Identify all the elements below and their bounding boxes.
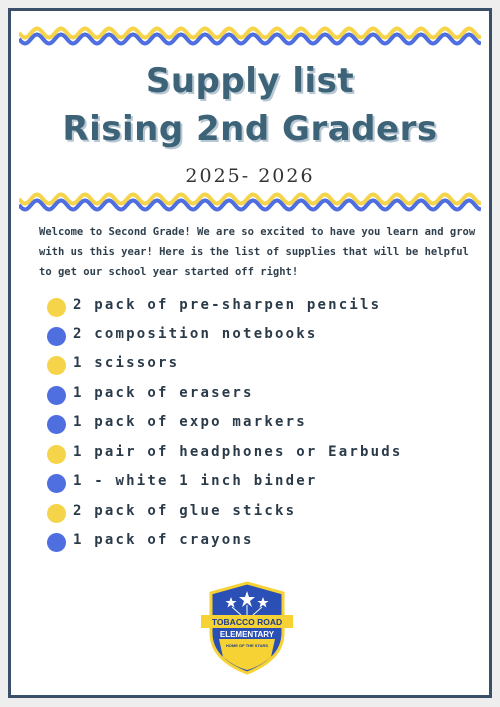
bullet-dot-icon xyxy=(47,474,66,493)
school-logo xyxy=(197,581,297,675)
supply-item xyxy=(47,442,477,468)
school-year: 2025- 2026 xyxy=(185,165,315,187)
supply-item-text: 2 pack of pre-sharpen pencils xyxy=(73,297,382,313)
top-wave-border xyxy=(19,25,481,47)
supply-item-text: 1 pack of crayons xyxy=(73,532,254,548)
supply-item-text: 1 pair of headphones or Earbuds xyxy=(73,444,403,460)
logo-line1: TOBACCO ROAD xyxy=(211,617,283,627)
bullet-dot-icon xyxy=(47,445,66,464)
supply-item xyxy=(47,353,477,379)
bullet-dot-icon xyxy=(47,356,66,375)
supply-item-text: 2 composition notebooks xyxy=(73,326,318,342)
logo-motto: HOME OF THE STARS xyxy=(225,643,269,648)
bullet-dot-icon xyxy=(47,327,66,346)
supply-item-text: 1 - white 1 inch binder xyxy=(73,473,318,489)
supply-item xyxy=(47,324,477,350)
supply-item xyxy=(47,295,477,321)
bottom-wave-border xyxy=(19,191,481,213)
supply-item-text: 2 pack of glue sticks xyxy=(73,503,297,519)
supply-item-text: 1 scissors xyxy=(73,355,180,371)
page-title: Supply list xyxy=(145,61,355,101)
supply-item-text: 1 pack of erasers xyxy=(73,385,254,401)
bullet-dot-icon xyxy=(47,504,66,523)
bullet-dot-icon xyxy=(47,298,66,317)
supply-list-page xyxy=(8,8,492,698)
supply-item xyxy=(47,501,477,527)
supply-item xyxy=(47,412,477,438)
supply-item xyxy=(47,530,477,556)
bullet-dot-icon xyxy=(47,386,66,405)
welcome-message: Welcome to Second Grade! We are so excited to have you learn and grow with us this year! Here is the list of supplies that will be helpful to get our school year started off right! xyxy=(39,226,476,278)
page-subtitle: Rising 2nd Graders xyxy=(62,109,438,149)
supply-item xyxy=(47,383,477,409)
bullet-dot-icon xyxy=(47,533,66,552)
bullet-dot-icon xyxy=(47,415,66,434)
supply-item xyxy=(47,471,477,497)
supply-item-text: 1 pack of expo markers xyxy=(73,414,307,430)
logo-line2: ELEMENTARY xyxy=(219,630,275,639)
